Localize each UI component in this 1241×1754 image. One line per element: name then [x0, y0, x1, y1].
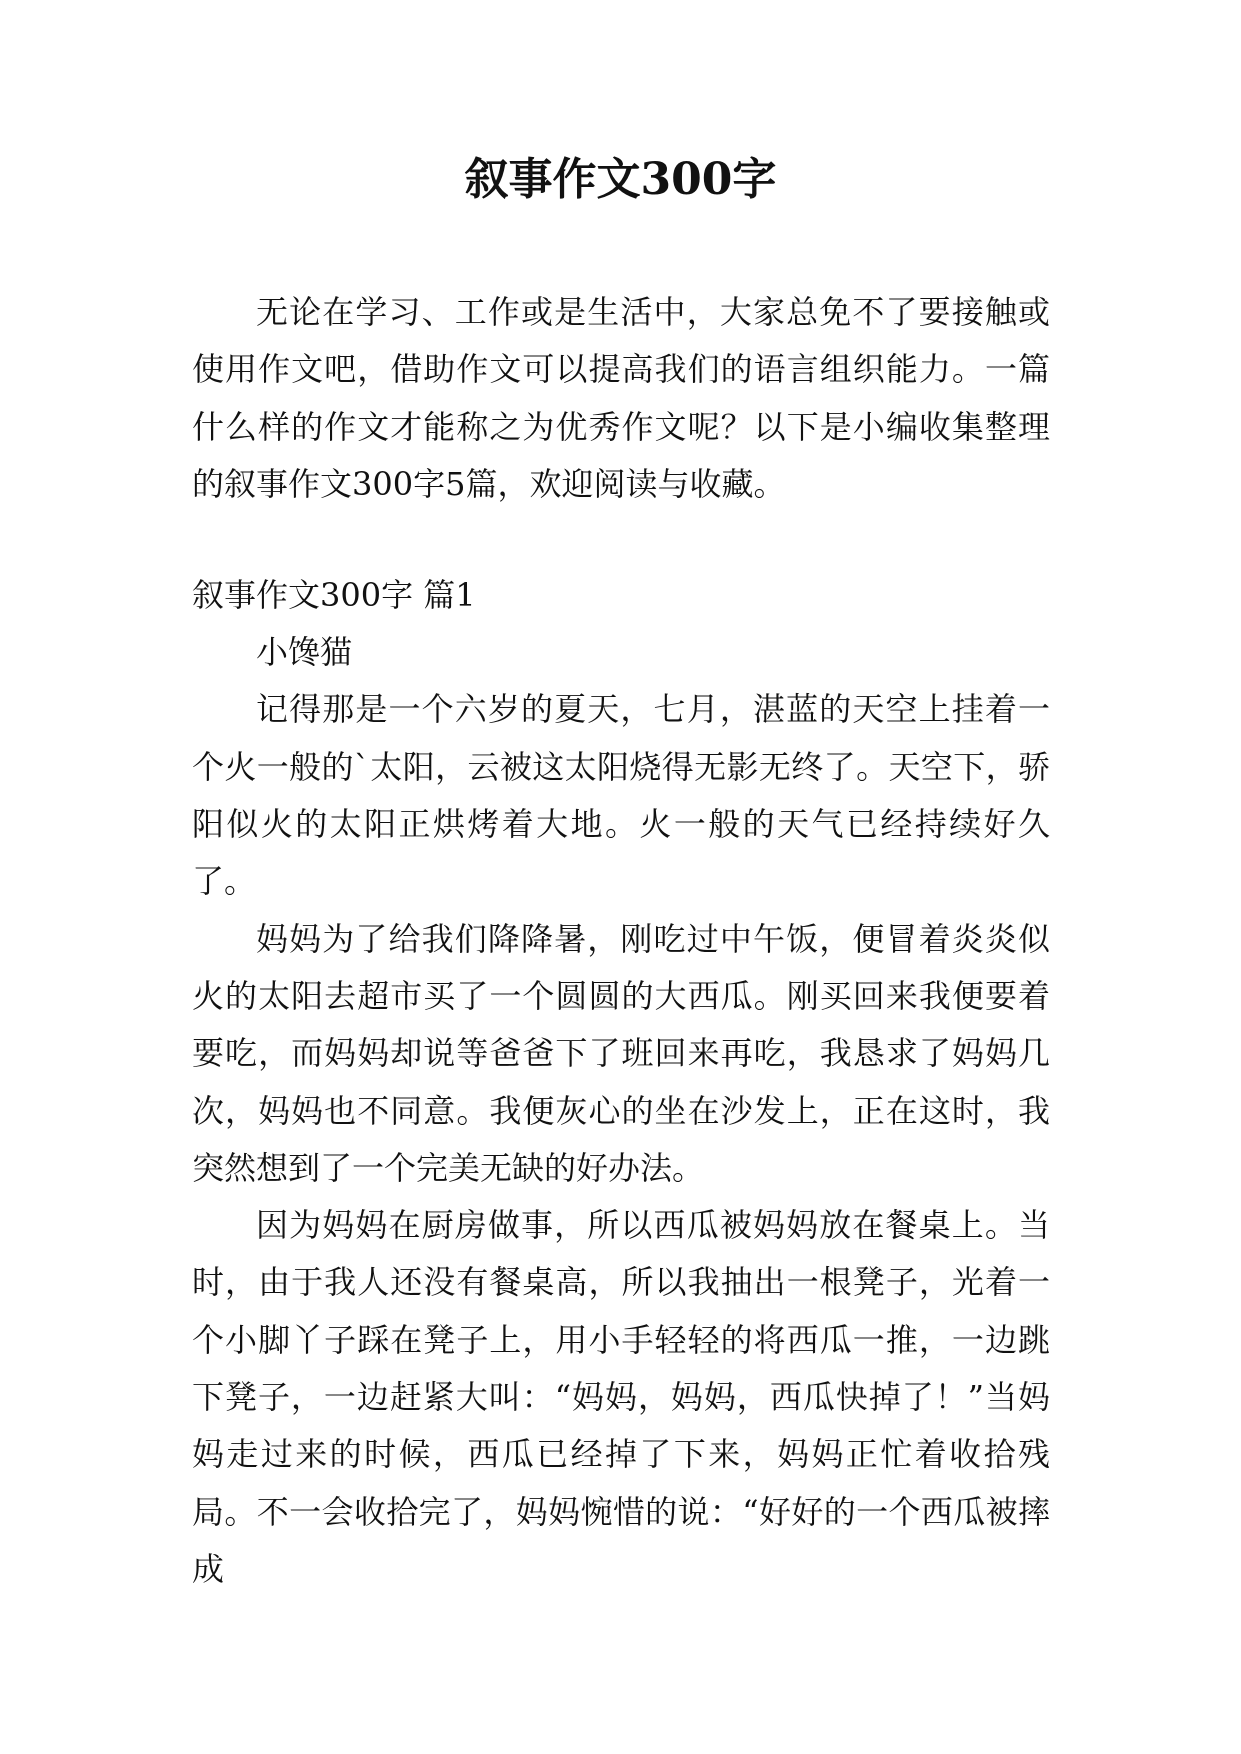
- section-heading: 叙事作文300字 篇1: [192, 576, 476, 615]
- document-body: [192, 284, 1050, 1598]
- body-paragraph-3: 因为妈妈在厨房做事，所以西瓜被妈妈放在餐桌上。当时，由于我人还没有餐桌高，所以我抽出一根凳子，光着一个小脚丫子踩在凳子上，用小手轻轻的将西瓜一推，一边跳下凳子，一边赶紧大叫：“妈妈，妈妈，西瓜快掉了！”当妈妈走过来的时候，西瓜已经掉了下来，妈妈正忙着收拾残局。不一会收拾完了，妈妈惋惜的说：“好好的一个西瓜被摔成: [192, 1206, 1050, 1588]
- essay-title: 小馋猫: [256, 633, 353, 672]
- intro-paragraph: 无论在学习、工作或是生活中，大家总免不了要接触或使用作文吧，借助作文可以提高我们的语言组织能力。一篇什么样的作文才能称之为优秀作文呢？以下是小编收集整理的叙事作文300字5篇，欢迎阅读与收藏。: [192, 293, 1050, 503]
- document-title: 叙事作文300字: [464, 154, 777, 205]
- body-paragraph-1: 记得那是一个六岁的夏天，七月，湛蓝的天空上挂着一个火一般的`太阳，云被这太阳烧得无影无终了。天空下，骄阳似火的太阳正烘烤着大地。火一般的天气已经持续好久了。: [192, 690, 1050, 901]
- body-paragraph-2: 妈妈为了给我们降降暑，刚吃过中午饭，便冒着炎炎似火的太阳去超市买了一个圆圆的大西瓜。刚买回来我便要着要吃，而妈妈却说等爸爸下了班回来再吃，我恳求了妈妈几次，妈妈也不同意。我便灰心的坐在沙发上，正在这时，我突然想到了一个完美无缺的好办法。: [192, 919, 1050, 1187]
